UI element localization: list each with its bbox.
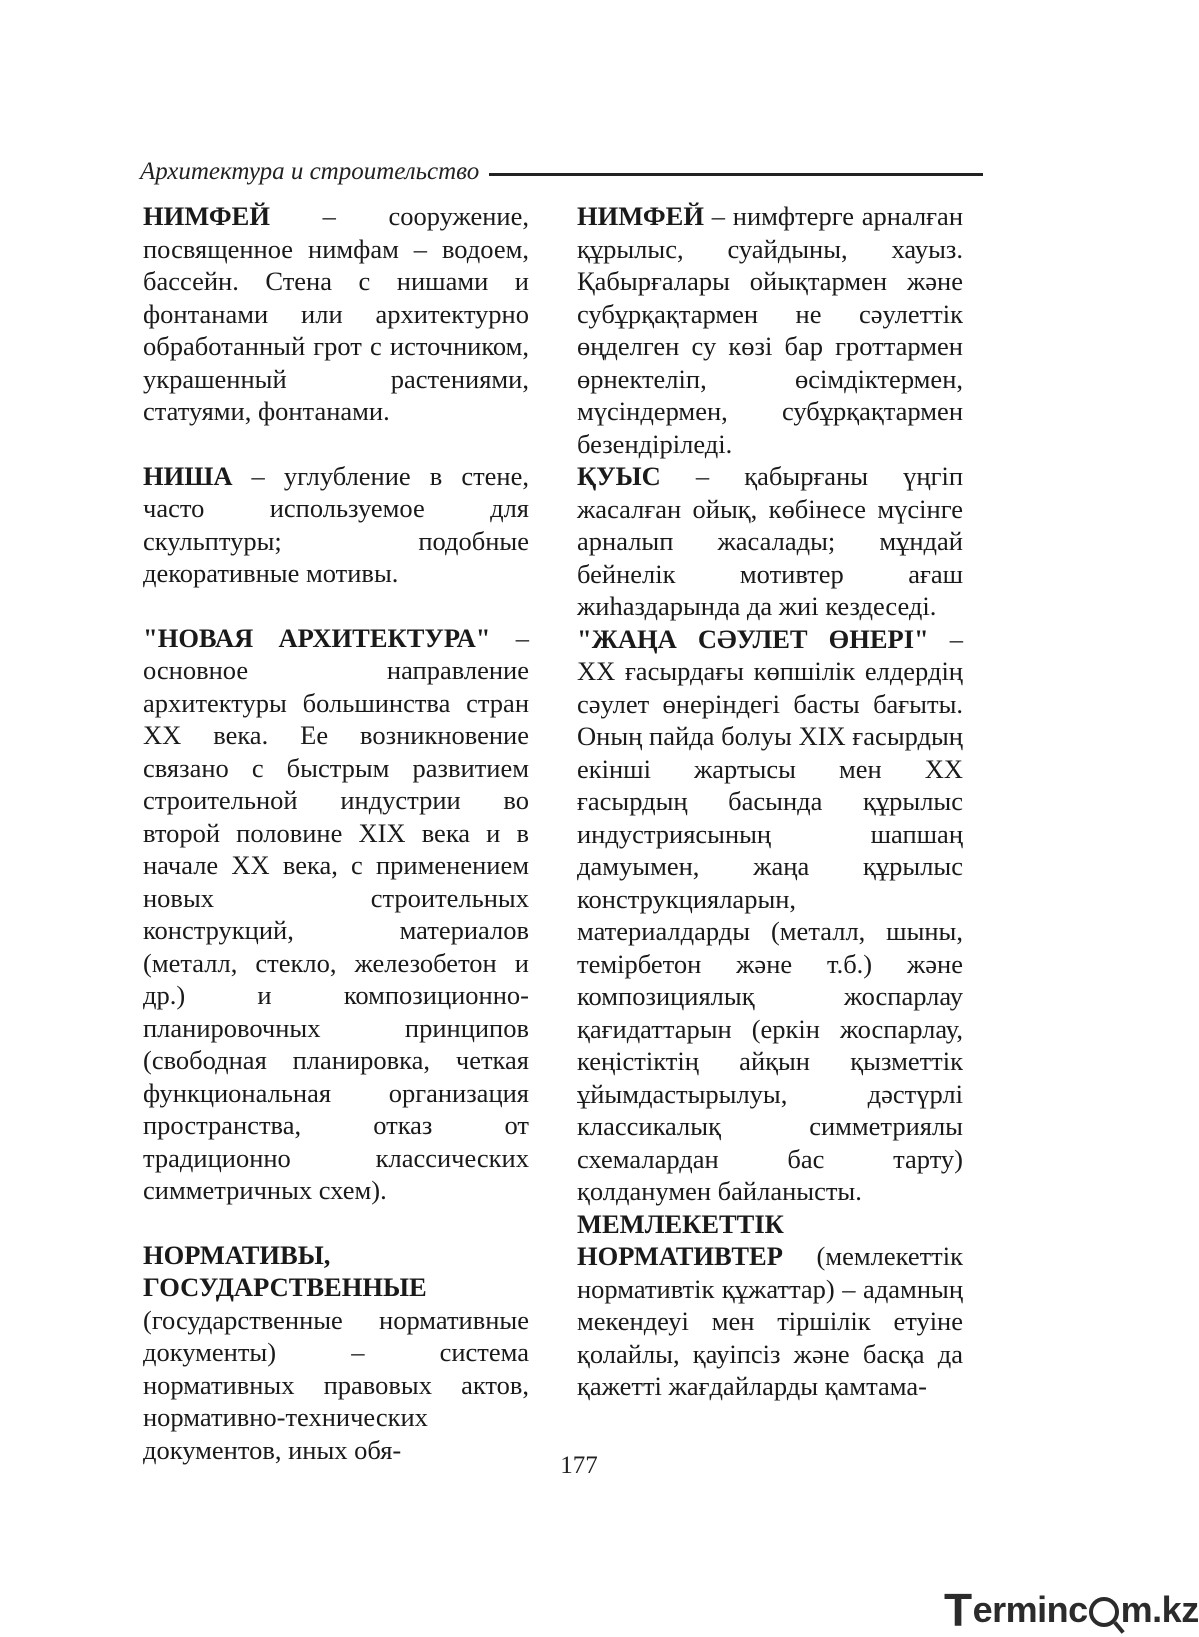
entry-term: НОРМАТИВЫ, ГОСУДАРСТВЕННЫЕ xyxy=(143,1239,427,1302)
entry-new-architecture-ru xyxy=(143,622,529,1207)
entry-nimfei-ru xyxy=(143,200,529,428)
running-header xyxy=(140,158,983,186)
entry-term: МЕМЛЕКЕТТІК НОРМАТИВТЕР xyxy=(577,1208,784,1271)
entry-nimfei-kk xyxy=(577,200,963,460)
entry-term: ҚУЫС xyxy=(577,461,661,491)
entry-term: "ЖАҢА СӘУЛЕТ ӨНЕРІ" xyxy=(577,623,929,654)
entry-definition: – сооружение, посвященное нимфам – водоем, бассейн. Стена с нишами и фонтанами или архитектурно обработанный грот с источником, украшенный растениями, статуями, фонтанами. xyxy=(143,201,529,426)
entry-term: НИМФЕЙ xyxy=(577,201,704,231)
entry-kuys-kk xyxy=(577,460,963,623)
entry-term: "НОВАЯ АРХИТЕКТУРА" xyxy=(143,622,491,653)
entry-definition: – XX ғасырдағы көпшілік елдердің сәулет өнеріндегі басты бағыты. Оның пайда болуы XIX ғасырдың екінші жартысы мен XX ғасырдың басында құрылыс индустриясының шапшаң дамуымен, жаңа құрылыс конструкцияларын, материалдарды (металл, шыны, темірбетон және т.б.) және композициялық жоспарлау қағидаттарын (еркін жоспарлау, кеңістіктің айқын қызметтік ұйымдастырылуы, дәстүрлі классикалық симметриялы схемалардан бас тарту) қолданумен байланысты. xyxy=(577,623,964,1206)
header-rule xyxy=(489,173,983,176)
entry-definition: – основное направление архитектуры большинства стран XX века. Ее возникновение связано с быстрым развитием строительной индустрии во второй половине XIX века и в начале XX века, с применением новых строительных конструкций, материалов (металл, стекло, железобетон и др.) и композиционно-планировочных принципов (свободная планировка, четкая функциональная организация пространства, отказ от традиционно классических симметричных схем). xyxy=(143,622,529,1205)
left-column-russian xyxy=(143,200,529,1466)
entry-term: НИША xyxy=(143,460,233,491)
entry-definition: – углубление в стене, часто используемое для скульптуры; подобные декоративные мотивы. xyxy=(143,460,529,588)
entry-definition: (мемлекеттік нормативтік құжаттар) – адамның мекендеуі мен тіршілік етуіне қолайлы, қауіпсіз және басқа да қажетті жағдайларды қамтама- xyxy=(577,1241,963,1401)
entry-definition: – нимфтерге арналған құрылыс, суайдыны, хауыз. Қабырғалары ойықтармен және субұрқақтармен не сәулеттік өңделген су көзі бар гроттармен өрнектеліп, өсімдіктермен, мүсіндермен, субұрқақтармен безендіріледі. xyxy=(577,201,963,459)
entry-term: НИМФЕЙ xyxy=(143,201,270,231)
right-column-kazakh xyxy=(577,200,963,1403)
entry-new-architecture-kk xyxy=(577,623,963,1208)
entry-definition: (государственные нормативные документы) – система нормативных правовых актов, нормативно-технических документов, иных обя- xyxy=(143,1304,529,1465)
page-number: 177 xyxy=(560,1452,598,1479)
section-title: Архитектура и строительство xyxy=(140,158,480,185)
entry-normatives-kk xyxy=(577,1208,963,1403)
termincom-logo: T erminc m.kz xyxy=(944,1584,1199,1636)
entry-nisha-ru xyxy=(143,460,529,590)
entry-definition: – қабырғаны үңгіп жасалған ойық, көбінесе мүсінге арналып жасалады; мұндай бейнелік мотивтер ағаш жиһаздарында да жиі кездеседі. xyxy=(577,461,963,621)
entry-normatives-ru xyxy=(143,1239,529,1467)
magnifier-icon xyxy=(1089,1597,1119,1627)
